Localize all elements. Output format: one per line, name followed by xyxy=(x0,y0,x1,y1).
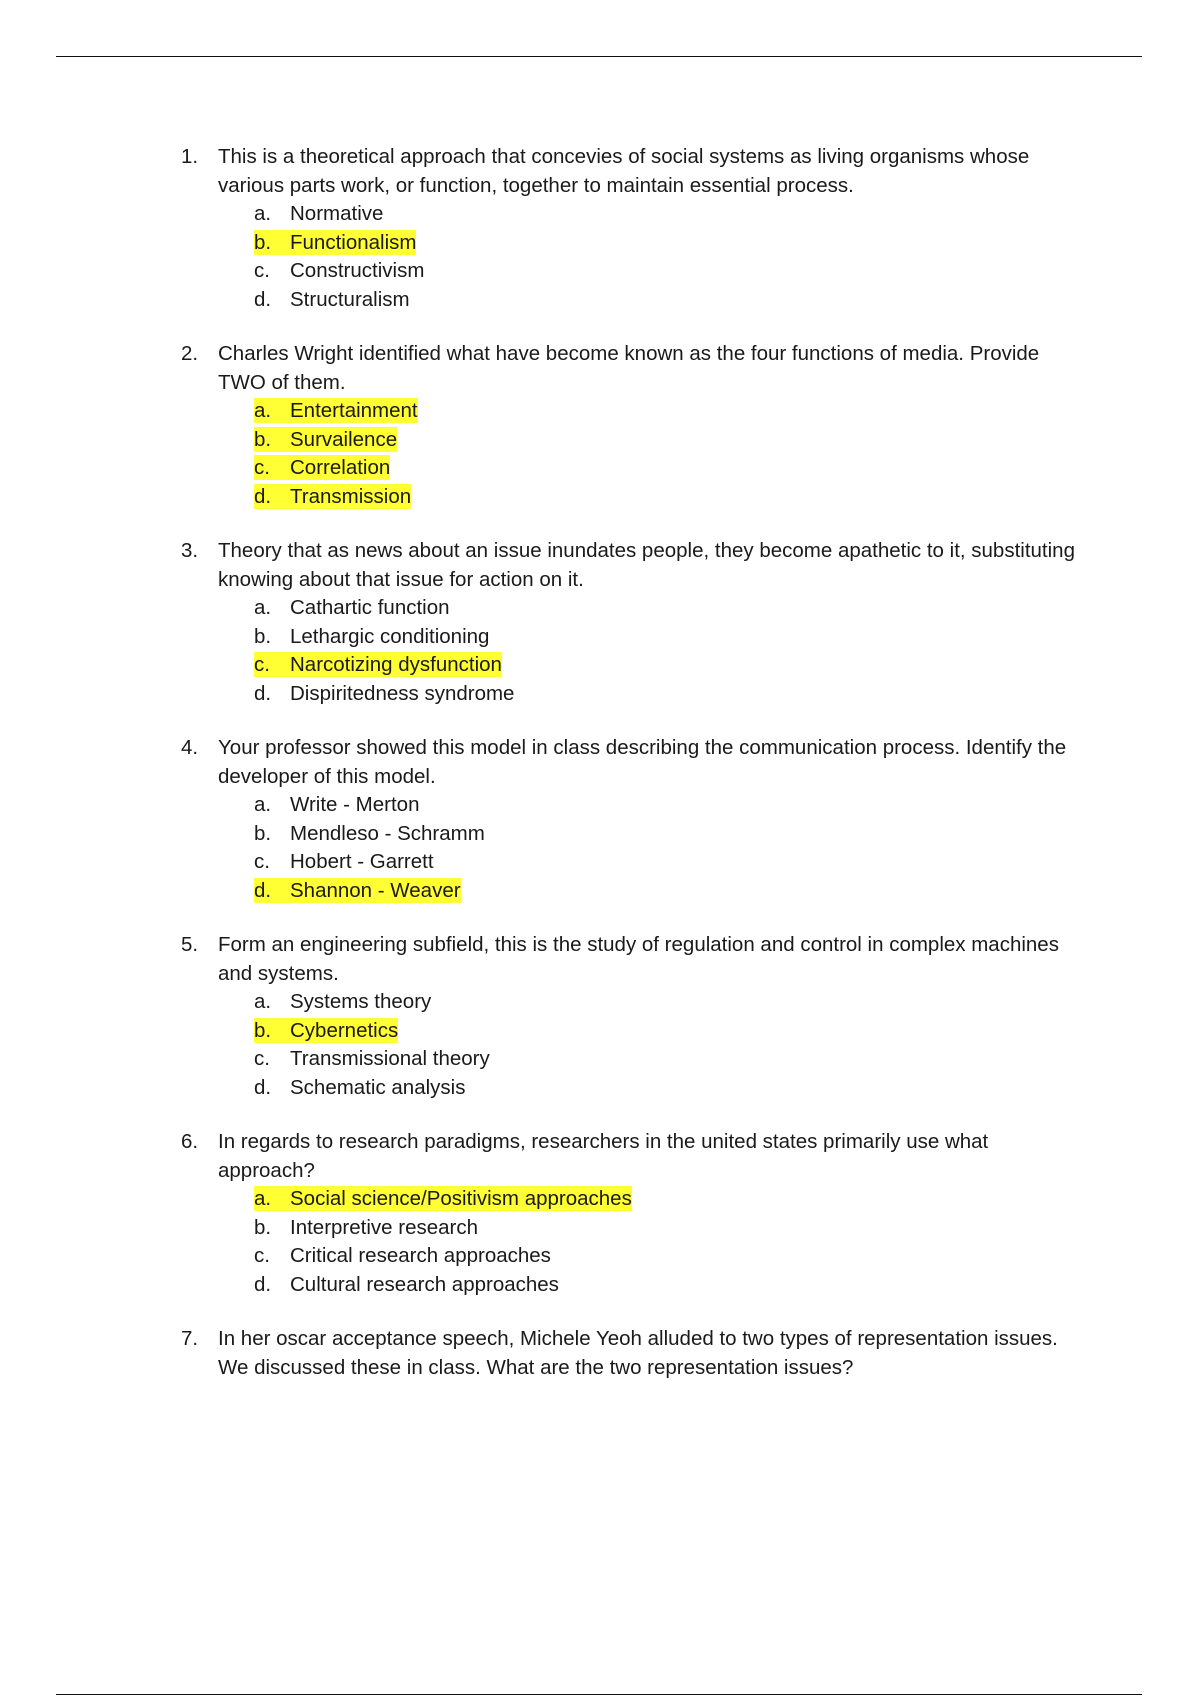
option-content xyxy=(254,1272,559,1297)
question-item xyxy=(0,1325,1200,1382)
answer-option-a xyxy=(0,594,1200,623)
option-letter: c. xyxy=(254,456,270,479)
option-content xyxy=(254,287,410,312)
question-number: 1. xyxy=(181,145,199,168)
option-letter: b. xyxy=(254,821,272,845)
answer-option-a-highlighted xyxy=(0,1185,1200,1214)
option-text: Shannon - Weaver xyxy=(290,878,461,902)
option-text: Lethargic conditioning xyxy=(290,624,490,648)
option-letter: d. xyxy=(254,484,272,508)
option-text: Cybernetics xyxy=(290,1018,399,1042)
question-text: This is a theoretical approach that concevies of social systems as living organisms whose various parts work, or function, together to maintain essential process. xyxy=(218,145,1030,197)
option-list xyxy=(0,791,1200,905)
answer-option-d xyxy=(0,1271,1200,1300)
top-rule xyxy=(56,56,1142,57)
option-text: Systems theory xyxy=(290,990,432,1013)
option-letter: b. xyxy=(254,427,272,451)
option-content xyxy=(254,1046,490,1071)
answer-option-b xyxy=(0,623,1200,652)
option-text: Mendleso - Schramm xyxy=(290,821,485,845)
answer-option-c-highlighted xyxy=(0,651,1200,680)
option-text: Structuralism xyxy=(290,287,410,311)
option-letter: b. xyxy=(254,230,272,254)
bottom-rule xyxy=(56,1694,1142,1695)
option-letter: c. xyxy=(254,850,270,873)
option-text: Cultural research approaches xyxy=(290,1272,559,1296)
option-content xyxy=(254,989,431,1014)
answer-option-d-highlighted xyxy=(0,877,1200,906)
option-text: Interpretive research xyxy=(290,1215,479,1239)
option-content xyxy=(254,1215,478,1240)
question-text: In her oscar acceptance speech, Michele Yeoh alluded to two types of representation issues. We discussed these in class. What are the two representation issues? xyxy=(218,1327,1058,1379)
answer-option-d xyxy=(0,286,1200,315)
question-text: Your professor showed this model in class describing the communication process. Identify the developer of this model. xyxy=(218,736,1067,788)
option-content xyxy=(254,792,419,817)
answer-option-d xyxy=(0,680,1200,709)
answer-option-c xyxy=(0,848,1200,877)
option-letter: d. xyxy=(254,681,272,705)
answer-option-c xyxy=(0,1242,1200,1271)
option-text: Critical research approaches xyxy=(290,1244,551,1267)
option-text: Constructivism xyxy=(290,259,425,282)
question-number: 2. xyxy=(181,342,199,365)
option-content xyxy=(254,258,424,283)
option-text: Correlation xyxy=(290,456,391,479)
option-list xyxy=(0,594,1200,708)
option-letter: b. xyxy=(254,624,272,648)
option-content xyxy=(254,595,450,620)
answer-option-a xyxy=(0,988,1200,1017)
option-text: Survailence xyxy=(290,427,398,451)
option-text: Functionalism xyxy=(290,230,417,254)
option-letter: a. xyxy=(254,596,272,619)
option-content xyxy=(254,398,418,423)
option-letter: c. xyxy=(254,259,270,282)
option-content xyxy=(254,878,461,903)
option-content xyxy=(254,1243,551,1268)
option-letter: c. xyxy=(254,653,270,676)
option-text: Narcotizing dysfunction xyxy=(290,653,502,676)
option-content xyxy=(254,681,514,706)
question-text: In regards to research paradigms, researchers in the united states primarily use what approach? xyxy=(218,1130,989,1182)
option-list xyxy=(0,1185,1200,1299)
answer-option-c-highlighted xyxy=(0,454,1200,483)
answer-option-b-highlighted xyxy=(0,1017,1200,1046)
question-number: 6. xyxy=(181,1130,199,1153)
option-content xyxy=(254,1018,398,1043)
option-text: Write - Merton xyxy=(290,793,420,816)
option-content xyxy=(254,484,411,509)
question-number: 3. xyxy=(181,539,199,562)
option-text: Social science/Positivism approaches xyxy=(290,1187,632,1210)
question-list xyxy=(0,143,1200,1408)
question-item xyxy=(0,143,1200,314)
answer-option-d-highlighted xyxy=(0,483,1200,512)
option-letter: d. xyxy=(254,1272,272,1296)
option-content xyxy=(254,624,489,649)
question-item xyxy=(0,537,1200,708)
answer-option-a xyxy=(0,200,1200,229)
answer-option-b-highlighted xyxy=(0,229,1200,258)
question-text: Form an engineering subfield, this is the study of regulation and control in complex machines and systems. xyxy=(218,933,1059,985)
answer-option-b xyxy=(0,820,1200,849)
option-list xyxy=(0,200,1200,314)
option-letter: c. xyxy=(254,1047,270,1070)
option-text: Transmissional theory xyxy=(290,1047,490,1070)
option-text: Hobert - Garrett xyxy=(290,850,434,873)
option-text: Schematic analysis xyxy=(290,1075,466,1099)
answer-option-c xyxy=(0,257,1200,286)
option-content xyxy=(254,201,383,226)
question-item xyxy=(0,1128,1200,1299)
option-content xyxy=(254,652,502,677)
question-text: Charles Wright identified what have become known as the four functions of media. Provide TWO of them. xyxy=(218,342,1040,394)
option-text: Entertainment xyxy=(290,399,418,422)
answer-option-c xyxy=(0,1045,1200,1074)
option-content xyxy=(254,1075,465,1100)
question-text: Theory that as news about an issue inundates people, they become apathetic to it, substituting knowing about that issue for action on it. xyxy=(218,539,1075,591)
option-letter: b. xyxy=(254,1018,272,1042)
answer-option-b xyxy=(0,1214,1200,1243)
option-letter: d. xyxy=(254,1075,272,1099)
option-text: Normative xyxy=(290,202,384,225)
answer-option-b-highlighted xyxy=(0,426,1200,455)
option-letter: d. xyxy=(254,878,272,902)
option-list xyxy=(0,397,1200,511)
question-number: 4. xyxy=(181,736,199,759)
option-content xyxy=(254,455,390,480)
option-content xyxy=(254,1186,632,1211)
answer-option-a-highlighted xyxy=(0,397,1200,426)
option-letter: d. xyxy=(254,287,272,311)
option-letter: a. xyxy=(254,202,272,225)
option-content xyxy=(254,427,397,452)
question-item xyxy=(0,931,1200,1102)
answer-option-d xyxy=(0,1074,1200,1103)
question-number: 7. xyxy=(181,1327,199,1350)
option-letter: a. xyxy=(254,399,272,422)
answer-option-a xyxy=(0,791,1200,820)
option-text: Transmission xyxy=(290,484,412,508)
question-number: 5. xyxy=(181,933,199,956)
option-letter: a. xyxy=(254,990,272,1013)
option-letter: a. xyxy=(254,793,272,816)
option-letter: c. xyxy=(254,1244,270,1267)
question-item xyxy=(0,340,1200,511)
option-letter: a. xyxy=(254,1187,272,1210)
option-content xyxy=(254,821,485,846)
option-content xyxy=(254,230,416,255)
option-list xyxy=(0,988,1200,1102)
option-text: Dispiritedness syndrome xyxy=(290,681,515,705)
option-letter: b. xyxy=(254,1215,272,1239)
option-content xyxy=(254,849,434,874)
question-item xyxy=(0,734,1200,905)
option-text: Cathartic function xyxy=(290,596,450,619)
